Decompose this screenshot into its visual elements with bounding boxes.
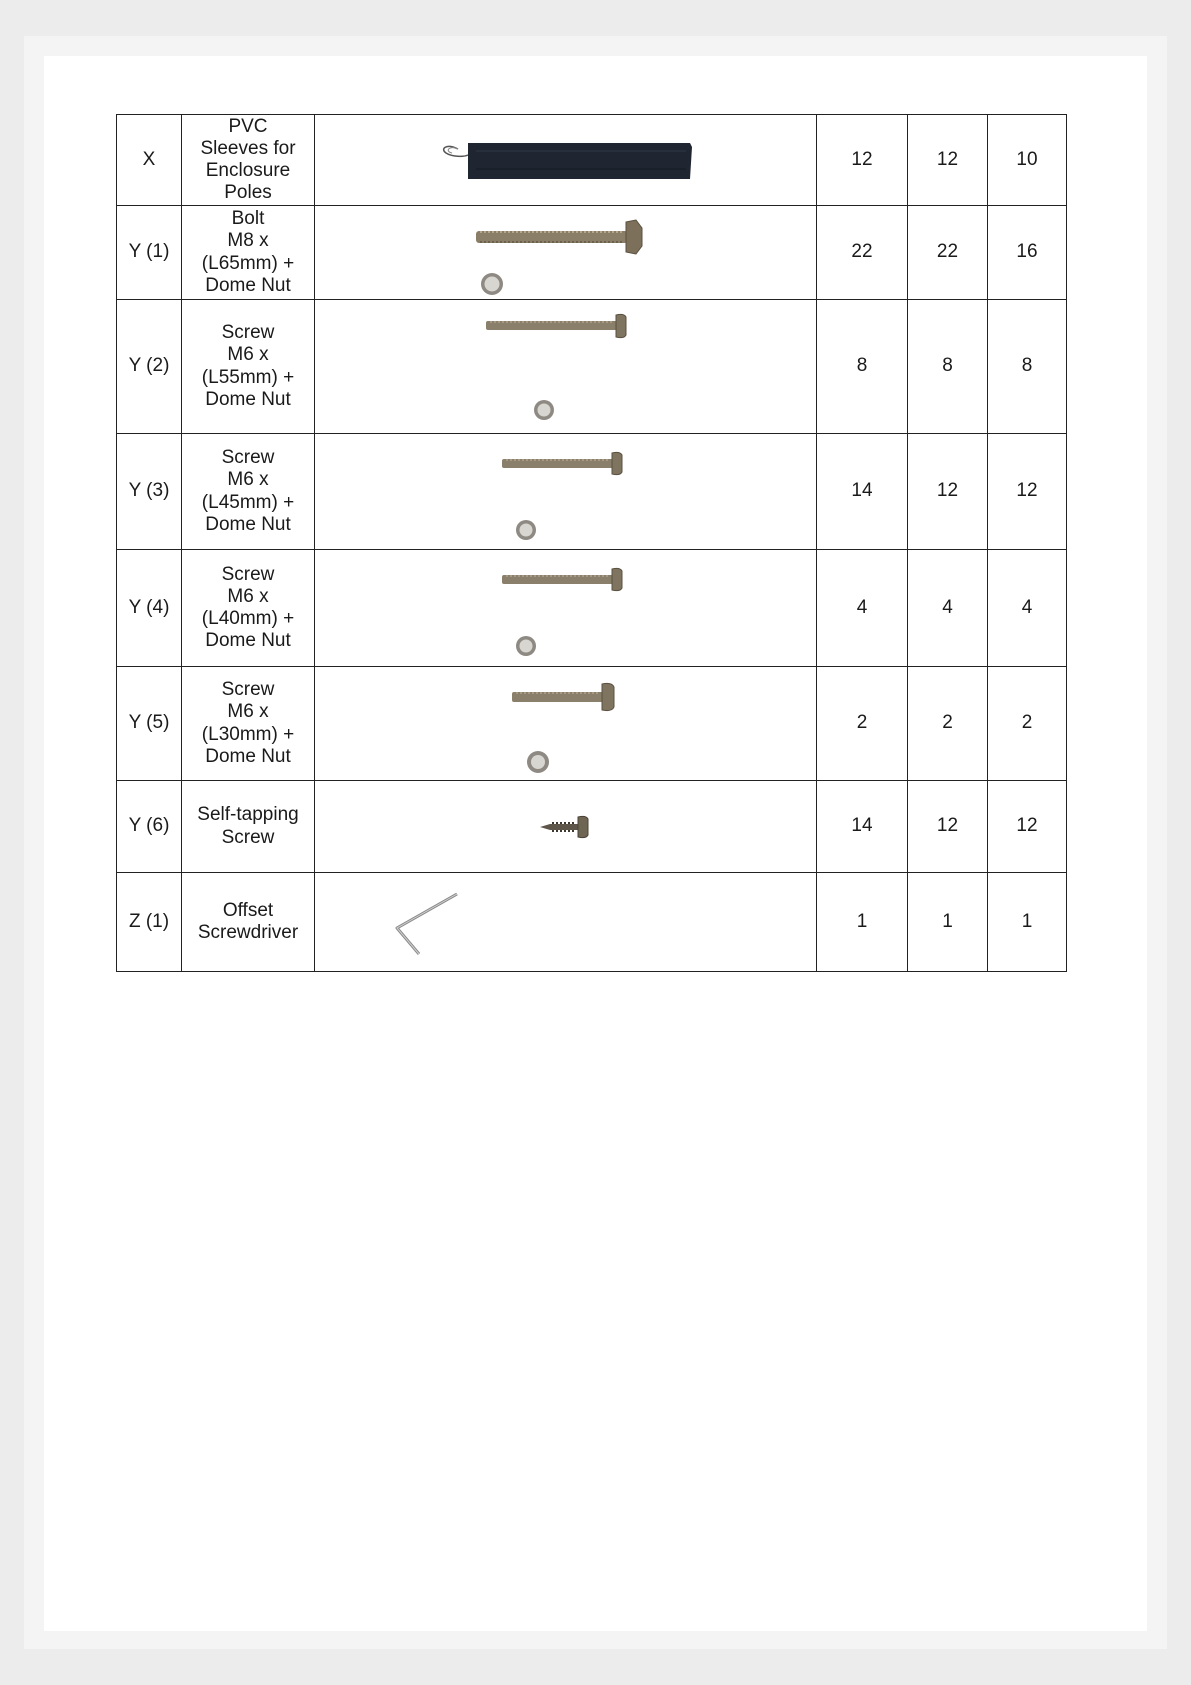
part-id: Z (1) xyxy=(117,873,182,972)
table-row xyxy=(117,434,1067,550)
quantity-3: 4 xyxy=(988,550,1067,667)
self-tapping-screw-icon xyxy=(526,807,606,847)
table-row xyxy=(117,781,1067,873)
pvc-sleeve-icon xyxy=(436,135,696,185)
part-description: Bolt M8 x (L65mm) + Dome Nut xyxy=(182,206,315,300)
part-image xyxy=(315,550,817,667)
screw-with-dome-nut-icon xyxy=(456,305,676,429)
quantity-1: 14 xyxy=(817,434,908,550)
quantity-3: 8 xyxy=(988,300,1067,434)
part-id: Y (2) xyxy=(117,300,182,434)
quantity-3: 16 xyxy=(988,206,1067,300)
parts-list-table xyxy=(116,114,1067,972)
screw-with-dome-nut-icon xyxy=(456,672,676,776)
quantity-3: 2 xyxy=(988,667,1067,781)
part-image xyxy=(315,667,817,781)
part-description: Offset Screwdriver xyxy=(182,873,315,972)
quantity-1: 1 xyxy=(817,873,908,972)
quantity-3: 12 xyxy=(988,781,1067,873)
part-id: Y (5) xyxy=(117,667,182,781)
table-row xyxy=(117,300,1067,434)
quantity-2: 12 xyxy=(908,781,988,873)
part-description: Screw M6 x (L55mm) + Dome Nut xyxy=(182,300,315,434)
quantity-2: 8 xyxy=(908,300,988,434)
part-description: Screw M6 x (L40mm) + Dome Nut xyxy=(182,550,315,667)
quantity-1: 22 xyxy=(817,206,908,300)
bolt-with-dome-nut-icon xyxy=(456,208,676,298)
quantity-2: 4 xyxy=(908,550,988,667)
quantity-3: 12 xyxy=(988,434,1067,550)
part-image xyxy=(315,300,817,434)
quantity-2: 1 xyxy=(908,873,988,972)
quantity-3: 10 xyxy=(988,115,1067,206)
quantity-1: 4 xyxy=(817,550,908,667)
table-row xyxy=(117,873,1067,972)
part-id: Y (1) xyxy=(117,206,182,300)
table-row xyxy=(117,550,1067,667)
part-description: Self-tapping Screw xyxy=(182,781,315,873)
screw-with-dome-nut-icon xyxy=(456,439,676,545)
part-image xyxy=(315,115,817,206)
part-image xyxy=(315,206,817,300)
quantity-2: 2 xyxy=(908,667,988,781)
table-row xyxy=(117,115,1067,206)
part-description: PVC Sleeves for Enclosure Poles xyxy=(182,115,315,206)
quantity-1: 12 xyxy=(817,115,908,206)
table-row xyxy=(117,667,1067,781)
quantity-1: 14 xyxy=(817,781,908,873)
part-id: Y (6) xyxy=(117,781,182,873)
part-image xyxy=(315,781,817,873)
quantity-2: 22 xyxy=(908,206,988,300)
part-description: Screw M6 x (L45mm) + Dome Nut xyxy=(182,434,315,550)
quantity-1: 2 xyxy=(817,667,908,781)
offset-screwdriver-icon xyxy=(315,882,715,962)
part-image xyxy=(315,873,817,972)
part-description: Screw M6 x (L30mm) + Dome Nut xyxy=(182,667,315,781)
quantity-3: 1 xyxy=(988,873,1067,972)
screw-with-dome-nut-icon xyxy=(456,555,676,661)
table-row xyxy=(117,206,1067,300)
quantity-1: 8 xyxy=(817,300,908,434)
part-image xyxy=(315,434,817,550)
part-id: X xyxy=(117,115,182,206)
quantity-2: 12 xyxy=(908,115,988,206)
part-id: Y (3) xyxy=(117,434,182,550)
part-id: Y (4) xyxy=(117,550,182,667)
quantity-2: 12 xyxy=(908,434,988,550)
